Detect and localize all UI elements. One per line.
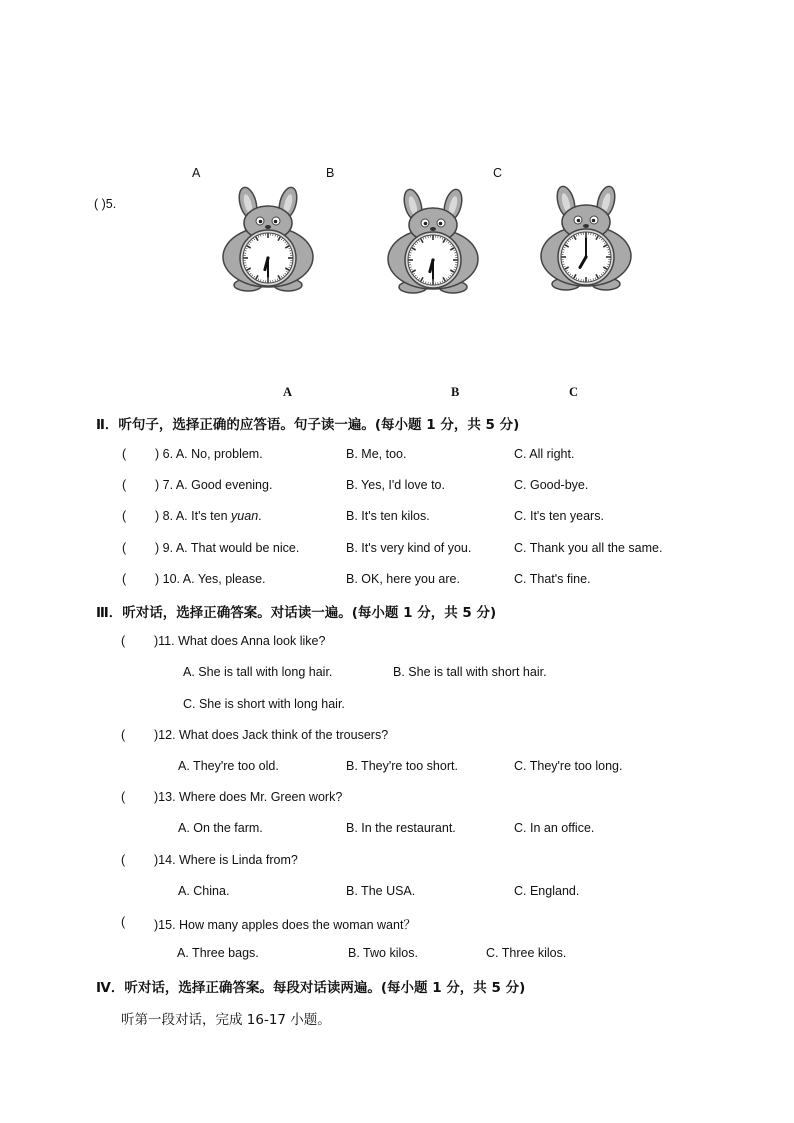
question-14-option-b: B. The USA. [346,884,416,898]
answer-paren[interactable]: ( [121,790,126,804]
question-8-option-a-italic: yuan [231,509,259,523]
question-14-option-c: C. England. [514,884,580,898]
nose [583,224,589,228]
answer-paren[interactable]: ( [121,853,126,867]
question-13-option-c: C. In an office. [514,821,595,835]
question-9-option-b: B. It's very kind of you. [346,541,472,555]
section3-heading: Ⅲ．听对话，选择正确答案。对话读一遍。(每小题 1 分，共 5 分) [96,605,497,621]
answer-paren[interactable]: ( [122,509,127,523]
answer-paren[interactable]: ( [121,634,126,648]
question-7-option-b: B. Yes, I'd love to. [346,478,445,492]
left-pupil [259,220,263,224]
question-7-option-a: ) 7. A. Good evening. [155,478,273,492]
nose [265,225,271,229]
question-10-option-b: B. OK, here you are. [346,572,460,586]
question-8-option-b: B. It's ten kilos. [346,509,430,523]
right-pupil [592,219,596,223]
question-8-option-c: C. It's ten years. [514,509,604,523]
question-14: )14. Where is Linda from? [154,853,298,867]
question-8-option-a [155,509,262,523]
clock-center [266,256,269,259]
q5-option-label-c: C [569,385,579,399]
right-pupil [439,222,443,226]
question-15-option-c: C. Three kilos. [486,946,567,960]
question-10-option-a: ) 10. A. Yes, please. [155,572,266,586]
question-13: )13. Where does Mr. Green work? [154,790,343,804]
answer-paren[interactable]: ( [122,447,127,461]
section4-heading: Ⅳ．听对话，选择正确答案。每段对话读两遍。(每小题 1 分，共 5 分) [96,980,526,996]
question-8-option-a-end: . [258,509,262,523]
q5-top-label-a: A [192,166,201,180]
question-9-option-c: C. Thank you all the same. [514,541,663,555]
nose [430,227,436,231]
answer-paren[interactable]: ( [122,478,127,492]
q5-top-label-b: B [326,166,335,180]
right-pupil [274,220,278,224]
question-13-option-b: B. In the restaurant. [346,821,456,835]
section2-heading: Ⅱ．听句子，选择正确的应答语。句子读一遍。(每小题 1 分，共 5 分) [96,417,520,433]
question-9-option-a: ) 9. A. That would be nice. [155,541,300,555]
question-12-option-c: C. They're too long. [514,759,623,773]
section4-intro: 听第一段对话，完成 16-17 小题。 [121,1012,331,1028]
rabbit-clock-picture-c [536,184,636,294]
question-11-option-b: B. She is tall with short hair. [393,665,547,679]
question-10-option-c: C. That's fine. [514,572,591,586]
question-15-option-b: B. Two kilos. [348,946,418,960]
question-12: )12. What does Jack think of the trousers? [154,728,389,742]
question-11-option-a: A. She is tall with long hair. [183,665,333,679]
answer-paren[interactable]: ( [122,541,127,555]
answer-paren[interactable]: ( [121,915,126,929]
left-pupil [577,219,581,223]
question-8-option-a-text: ) 8. A. It's ten [155,509,232,523]
clock-center [584,255,587,258]
rabbit-clock-picture-b [383,187,483,297]
q5-top-label-c: C [493,166,503,180]
q5-option-label-b: B [451,385,460,399]
q5-number: ( )5. [94,197,117,211]
question-6-option-b: B. Me, too. [346,447,407,461]
question-14-option-a: A. China. [178,884,230,898]
rabbit-clock-picture-a [218,185,318,295]
question-7-option-c: C. Good-bye. [514,478,589,492]
answer-paren[interactable]: ( [121,728,126,742]
q5-option-label-a: A [283,385,293,399]
question-13-option-a: A. On the farm. [178,821,263,835]
question-6-option-a: ) 6. A. No, problem. [155,447,263,461]
question-15: )15. How many apples does the woman want？ [154,918,416,932]
answer-paren[interactable]: ( [122,572,127,586]
clock-center [431,258,434,261]
left-pupil [424,222,428,226]
question-11-option-c: C. She is short with long hair. [183,697,345,711]
question-11: )11. What does Anna look like? [154,634,326,648]
question-12-option-a: A. They're too old. [178,759,279,773]
question-6-option-c: C. All right. [514,447,575,461]
question-15-option-a: A. Three bags. [177,946,259,960]
question-12-option-b: B. They're too short. [346,759,458,773]
